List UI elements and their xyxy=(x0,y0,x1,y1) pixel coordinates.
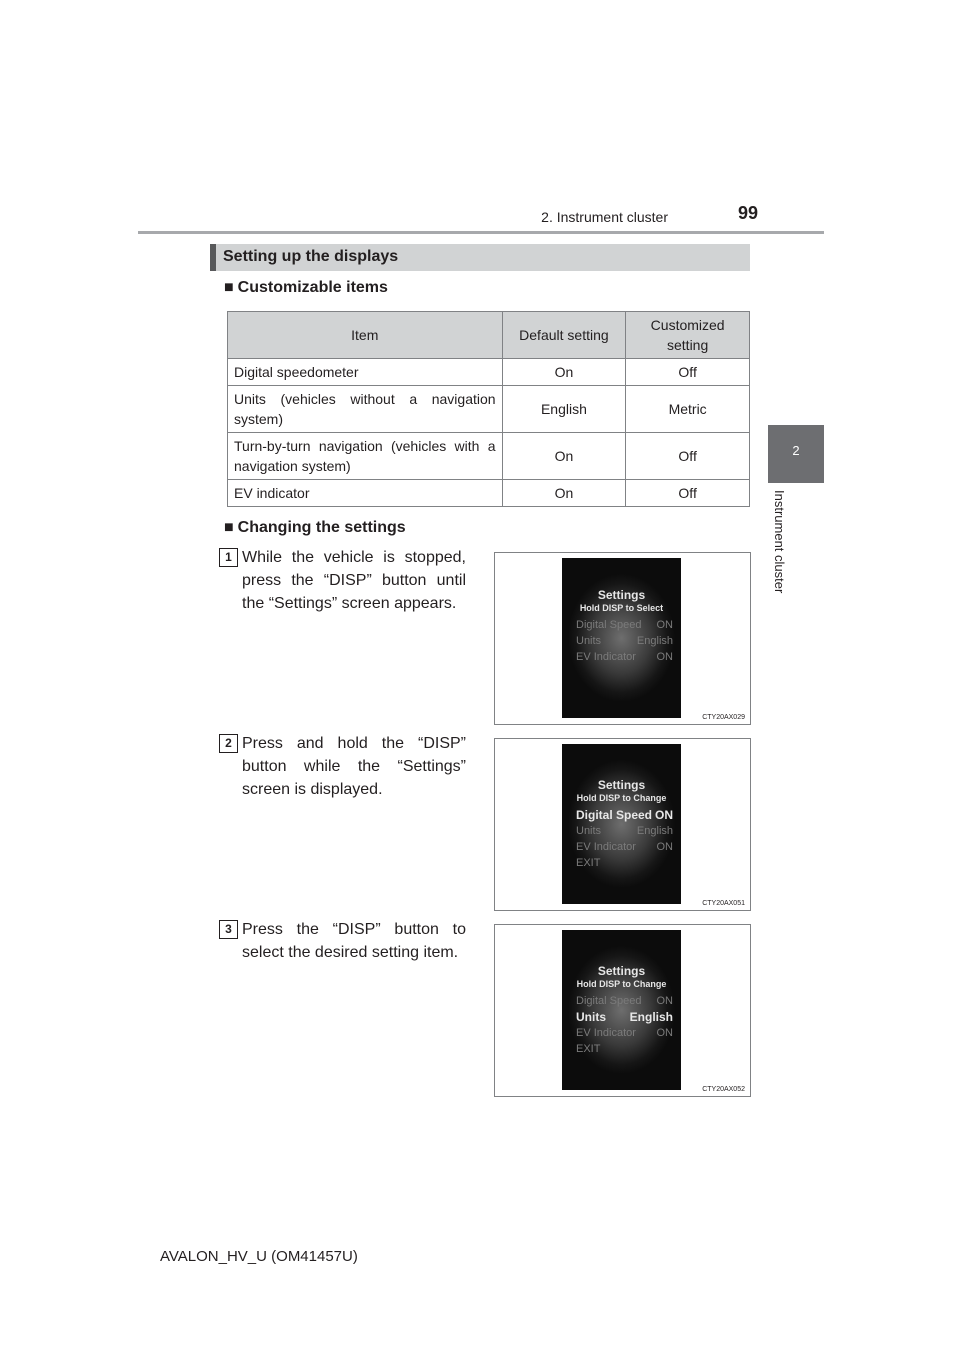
screen-row: EV Indicator ON xyxy=(576,651,673,663)
step-number: 3 xyxy=(219,920,238,939)
screen-row: EV Indicator ON xyxy=(576,841,673,853)
table-header-item: Item xyxy=(228,312,503,359)
screen-row: EXIT xyxy=(576,857,601,869)
screen-row: EXIT xyxy=(576,1043,601,1055)
footer-manual-id: AVALON_HV_U (OM41457U) xyxy=(160,1248,358,1265)
table-row: Turn-by-turn navigation (vehicles with a navigation system) On Off xyxy=(228,433,750,480)
screen-row: Digital Speed ON xyxy=(576,995,673,1007)
step-text: While the vehicle is stopped, press the “DISP” button until the “Settings” screen appears. xyxy=(242,549,466,612)
table-header-customized: Customized setting xyxy=(626,312,750,359)
table-header-default: Default setting xyxy=(502,312,626,359)
subheading-changing: ■ Changing the settings xyxy=(224,519,406,536)
screen-row-selected: Units English xyxy=(576,1010,673,1024)
chapter-tab-label-text: Instrument cluster xyxy=(772,490,787,594)
subheading-marker: ■ xyxy=(224,519,234,536)
display-illustration xyxy=(494,924,751,1097)
display-illustration xyxy=(494,552,751,725)
screen-row: EV Indicator ON xyxy=(576,1027,673,1039)
settings-screen: Settings Hold DISP to Change Digital Speed ON Units English EV Indicator ON EXIT xyxy=(562,930,681,1090)
chapter-tab-number: 2 xyxy=(792,443,800,458)
page-number: 99 xyxy=(737,203,758,223)
table-row: Digital speedometer On Off xyxy=(228,359,750,386)
section-title: 2. Instrument cluster xyxy=(541,209,668,225)
section-heading-accent xyxy=(210,244,216,271)
screen-row: Digital Speed ON xyxy=(576,619,673,631)
figure-code: CTY20AX052 xyxy=(702,1086,745,1093)
step-number: 2 xyxy=(219,734,238,753)
subheading-marker: ■ xyxy=(224,279,234,296)
settings-screen: Settings Hold DISP to Select Digital Speed ON Units English EV Indicator ON xyxy=(562,558,681,718)
step-text: Press and hold the “DISP” button while the “Settings” screen is displayed. xyxy=(242,735,466,798)
table-row: Units (vehicles without a navigation system) English Metric xyxy=(228,386,750,433)
header-rule xyxy=(138,231,824,234)
display-illustration xyxy=(494,738,751,911)
screen-row: Units English xyxy=(576,825,673,837)
figure-code: CTY20AX029 xyxy=(702,714,745,721)
section-heading: Setting up the displays xyxy=(223,248,399,265)
step-text: Press the “DISP” button to select the desired setting item. xyxy=(242,921,466,961)
screen-row-selected: Digital Speed ON xyxy=(576,808,673,822)
figure-code: CTY20AX051 xyxy=(702,900,745,907)
step-number: 1 xyxy=(219,548,238,567)
customizable-items-table xyxy=(227,311,750,507)
subheading-customizable: ■ Customizable items xyxy=(224,279,388,296)
table-row: EV indicator On Off xyxy=(228,480,750,507)
screen-row: Units English xyxy=(576,635,673,647)
chapter-tab-label xyxy=(767,490,797,610)
settings-screen: Settings Hold DISP to Change Digital Speed ON Units English EV Indicator ON EXIT xyxy=(562,744,681,904)
